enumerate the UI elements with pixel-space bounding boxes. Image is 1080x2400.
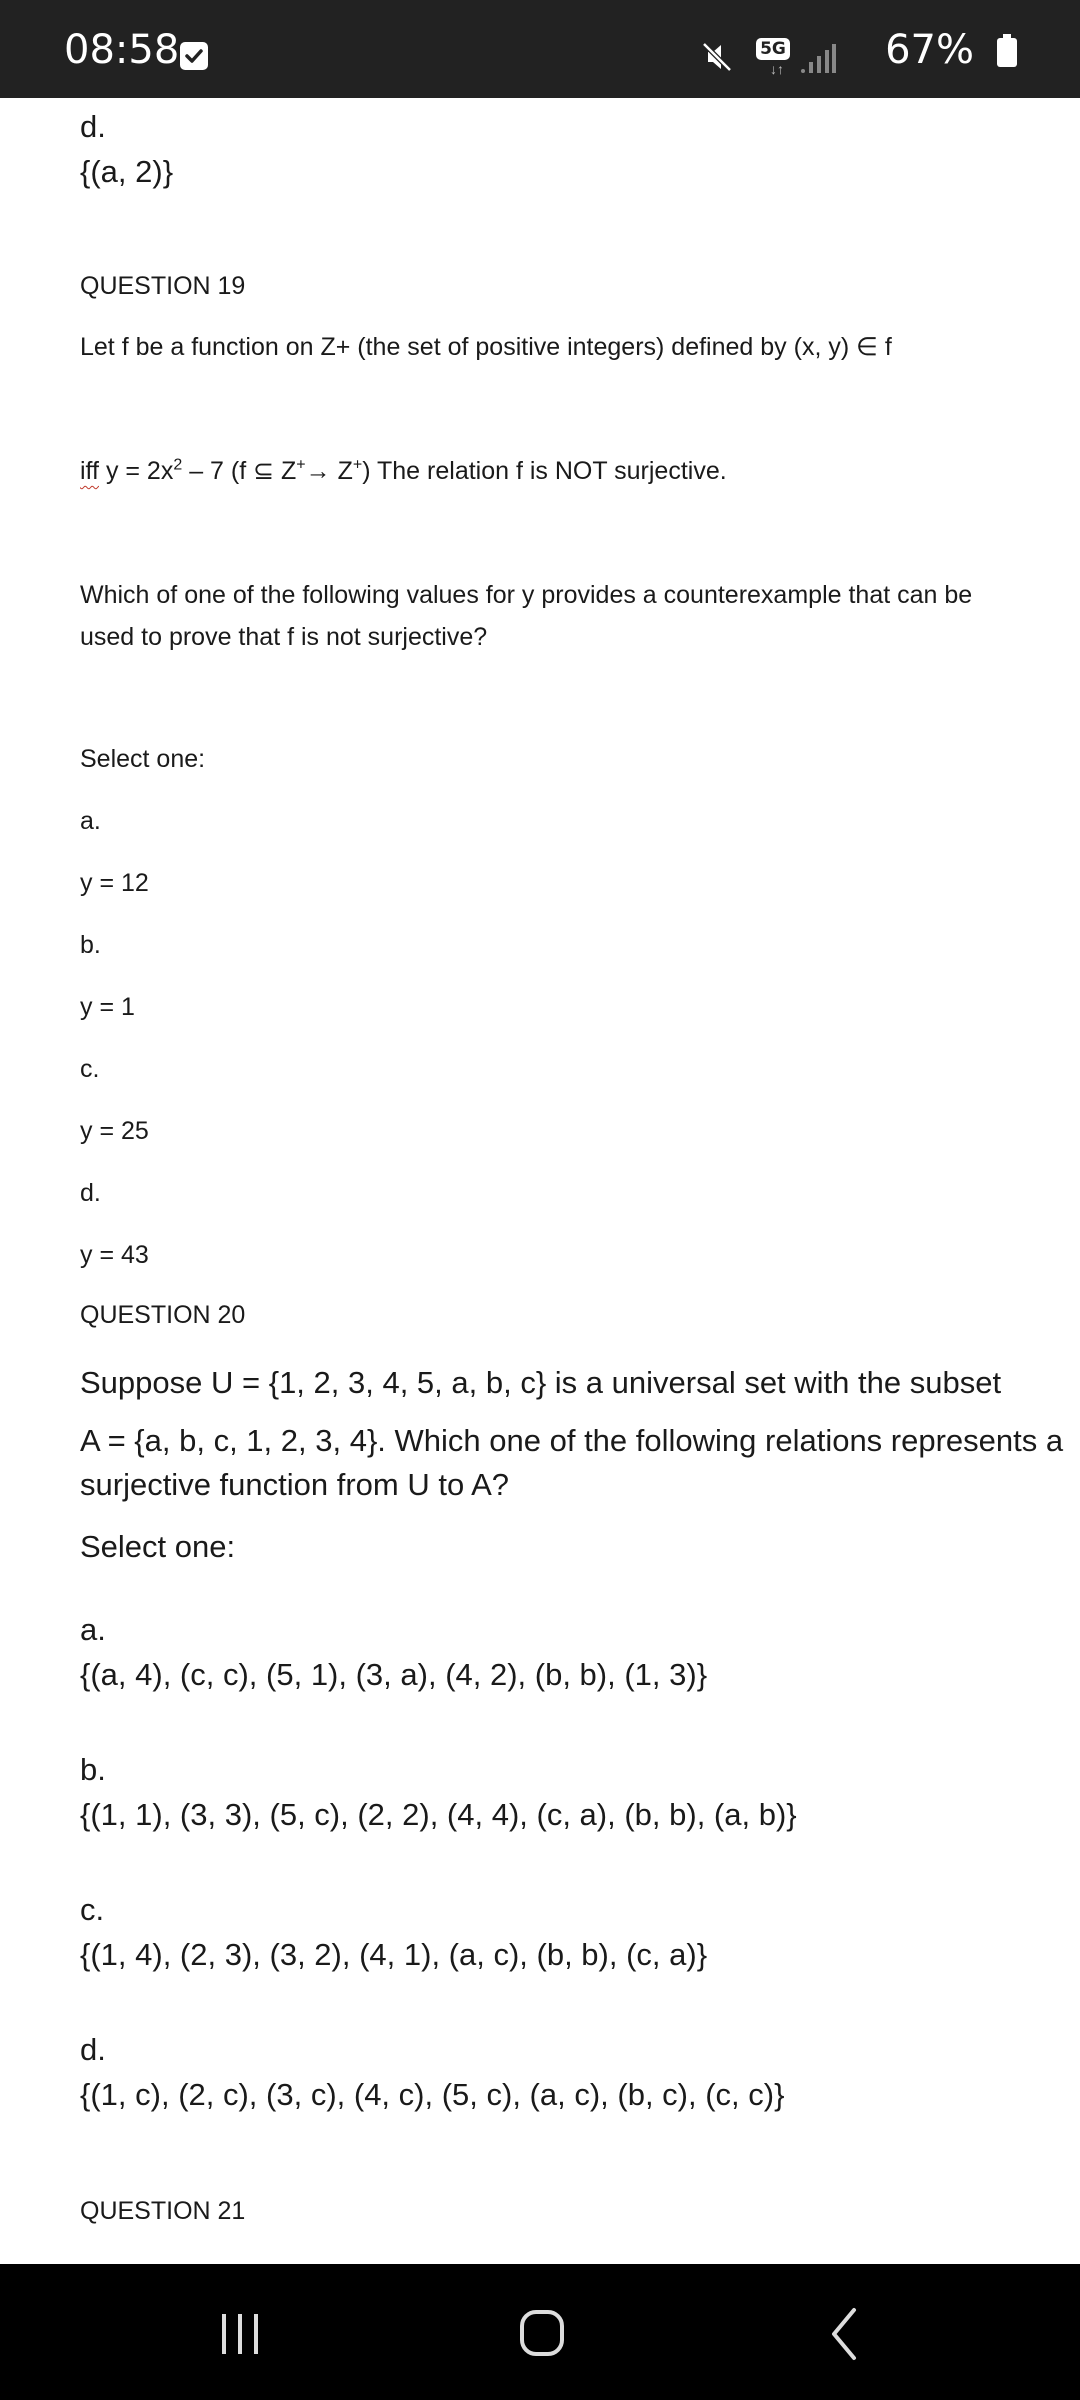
back-icon[interactable]	[806, 2304, 886, 2364]
signal-icon	[800, 42, 836, 74]
question-20-title: QUESTION 20	[80, 1301, 246, 1329]
status-time: 08:58	[64, 27, 180, 73]
recent-apps-icon[interactable]	[200, 2304, 280, 2364]
q20-option-a-letter[interactable]: a.	[80, 1612, 106, 1647]
battery-icon	[996, 34, 1018, 68]
battery-percentage: 67%	[885, 27, 974, 73]
q20-option-b-text[interactable]: {(1, 1), (3, 3), (5, c), (2, 2), (4, 4), (c, a), (b, b), (a, b)}	[80, 1797, 797, 1832]
check-notification-icon	[180, 42, 208, 70]
q19-option-b-text[interactable]: y = 1	[80, 993, 135, 1021]
question-19-prompt-line2: used to prove that f is not surjective?	[80, 623, 488, 651]
q19-option-c-text[interactable]: y = 25	[80, 1117, 149, 1145]
document-content[interactable]	[0, 98, 1080, 2264]
question-20-select-label: Select one:	[80, 1529, 236, 1564]
q19-option-d-text[interactable]: y = 43	[80, 1241, 149, 1269]
question-19-relation: iff $y = 2x^2 - 7$ (f ⊆ Z+→ Z+) The relation f is NOT surjective.	[80, 456, 727, 485]
iff-word: iff	[80, 457, 99, 485]
home-icon[interactable]	[502, 2304, 582, 2364]
q20-option-b-letter[interactable]: b.	[80, 1752, 106, 1787]
q19-option-b-letter[interactable]: b.	[80, 931, 101, 959]
prev-option-letter: d.	[80, 109, 106, 144]
q20-option-d-text[interactable]: {(1, c), (2, c), (3, c), (4, c), (5, c), (a, c), (b, c), (c, c)}	[80, 2077, 785, 2112]
data-arrows-icon: ↓↑	[770, 61, 784, 77]
question-19-prompt-line1: Which of one of the following values for y provides a counterexample that can be	[80, 581, 973, 609]
q19-option-a-letter[interactable]: a.	[80, 807, 101, 835]
mute-icon	[700, 40, 734, 74]
network-type-badge: 5G	[756, 38, 790, 60]
q20-option-c-text[interactable]: {(1, 4), (2, 3), (3, 2), (4, 1), (a, c), (b, b), (c, a)}	[80, 1937, 708, 1972]
q19-option-d-letter[interactable]: d.	[80, 1179, 101, 1207]
question-19-select-label: Select one:	[80, 745, 206, 773]
status-indicators	[658, 26, 1018, 77]
question-19-definition: Let f be a function on Z+ (the set of positive integers) defined by (x, y) ∈ f	[80, 333, 892, 361]
status-bar	[0, 0, 1080, 98]
q20-option-d-letter[interactable]: d.	[80, 2032, 106, 2067]
q19-option-c-letter[interactable]: c.	[80, 1055, 100, 1083]
question-19-title: QUESTION 19	[80, 272, 246, 300]
q20-option-c-letter[interactable]: c.	[80, 1892, 105, 1927]
q20-option-a-text[interactable]: {(a, 4), (c, c), (5, 1), (3, a), (4, 2), (b, b), (1, 3)}	[80, 1657, 708, 1692]
question-20-line2: A = {a, b, c, 1, 2, 3, 4}. Which one of the following relations represents a	[80, 1423, 1064, 1458]
question-21-title: QUESTION 21	[80, 2197, 246, 2225]
question-20-line1: Suppose U = {1, 2, 3, 4, 5, a, b, c} is a universal set with the subset	[80, 1365, 1002, 1400]
question-20-line3: surjective function from U to A?	[80, 1467, 510, 1502]
navigation-bar	[0, 2264, 1080, 2400]
q19-option-a-text[interactable]: y = 12	[80, 869, 149, 897]
prev-option-text: {(a, 2)}	[80, 154, 174, 189]
